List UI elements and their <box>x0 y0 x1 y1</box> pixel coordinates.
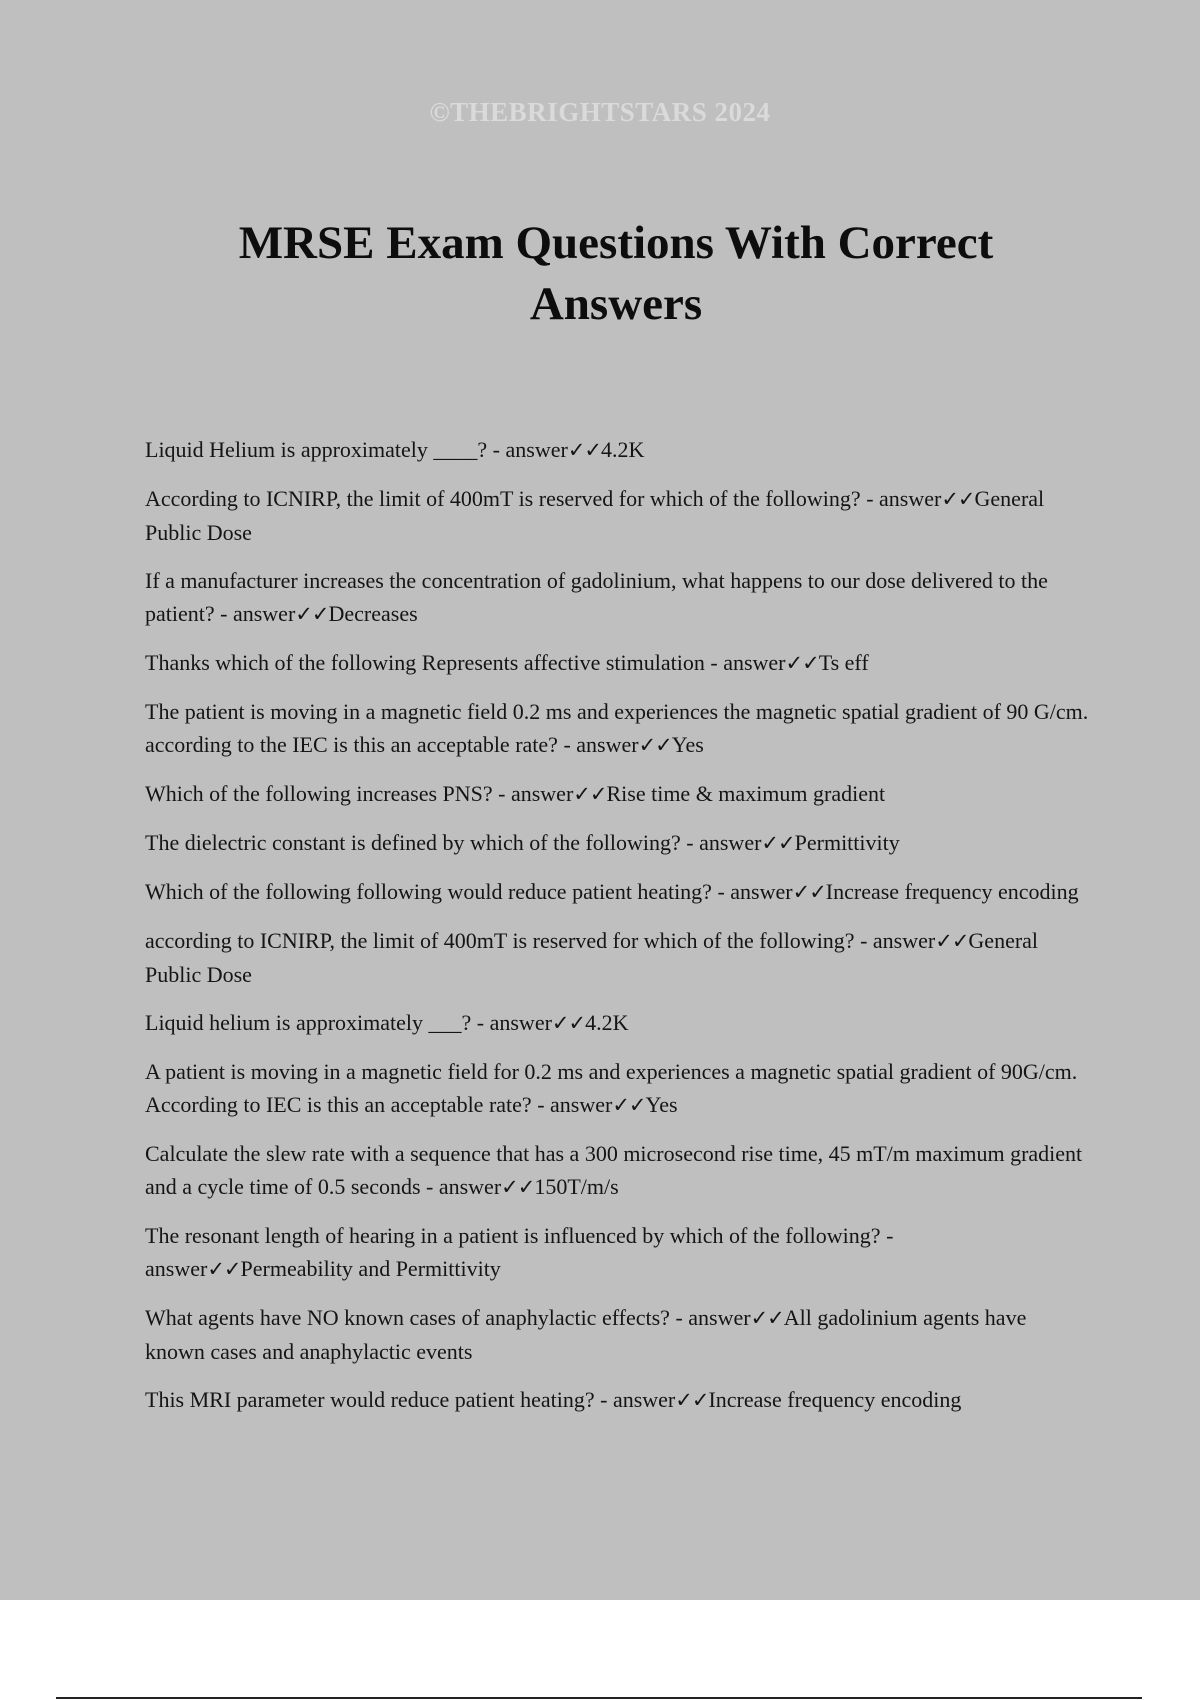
answer-separator: - <box>557 732 577 757</box>
question-text: The resonant length of hearing in a patient is influenced by which of the following? <box>145 1223 881 1248</box>
answer-label: answer <box>576 732 639 757</box>
answer-label: answer <box>145 1256 208 1281</box>
qa-item <box>145 564 1090 631</box>
question-text: Which of the following following would reduce patient heating? <box>145 879 712 904</box>
answer-text: 4.2K <box>585 1010 629 1035</box>
answer-separator: - <box>531 1092 551 1117</box>
question-text: according to ICNIRP, the limit of 400mT is reserved for which of the following? <box>145 928 855 953</box>
answer-label: answer <box>688 1305 751 1330</box>
question-text: A patient is moving in a magnetic field for 0.2 ms and experiences a magnetic spatial gradient of 90G/cm. According to IEC is this an acceptable rate? <box>145 1059 1078 1117</box>
question-text: Thanks which of the following Represents affective stimulation <box>145 650 705 675</box>
question-text: The dielectric constant is defined by which of the following? <box>145 830 681 855</box>
answer-text: Yes <box>671 732 704 757</box>
qa-item <box>145 1383 1090 1417</box>
qa-item <box>145 433 1090 467</box>
answer-label: answer <box>612 1387 676 1412</box>
answer-label: answer <box>879 486 942 511</box>
answer-text: 150T/m/s <box>534 1174 619 1199</box>
double-check-icon: ✓✓ <box>573 782 607 806</box>
question-text: If a manufacturer increases the concentration of gadolinium, what happens to our dose delivered to the patient? <box>145 568 1048 626</box>
answer-separator: - <box>680 830 700 855</box>
double-check-icon: ✓✓ <box>761 831 795 855</box>
answer-label: answer <box>438 1174 502 1199</box>
answer-label: answer <box>730 879 793 904</box>
answer-text: Rise time & maximum gradient <box>606 781 886 806</box>
answer-text: Permeability and Permittivity <box>240 1256 501 1281</box>
qa-item <box>145 777 1090 811</box>
question-text: Liquid Helium is approximately ____? <box>145 437 488 462</box>
answer-separator: - <box>420 1174 439 1199</box>
double-check-icon: ✓✓ <box>567 438 602 462</box>
answer-text: General Public Dose <box>145 486 1045 545</box>
double-check-icon: ✓✓ <box>675 1388 709 1412</box>
qa-item <box>145 1006 1090 1040</box>
page-title: MRSE Exam Questions With Correct Answers <box>238 217 994 330</box>
answer-label: answer <box>510 781 574 806</box>
qa-item <box>145 1301 1090 1368</box>
answer-text: Permittivity <box>794 830 900 855</box>
question-text: According to ICNIRP, the limit of 400mT is reserved for which of the following? <box>145 486 861 511</box>
answer-label: answer <box>232 601 296 626</box>
double-check-icon: ✓✓ <box>295 602 329 626</box>
answer-label: answer <box>489 1010 552 1035</box>
answer-label: answer <box>550 1092 613 1117</box>
double-check-icon: ✓✓ <box>551 1011 586 1035</box>
answer-separator: - <box>669 1305 689 1330</box>
qa-item <box>145 875 1090 909</box>
answer-separator: - <box>880 1223 894 1248</box>
double-check-icon: ✓✓ <box>750 1306 784 1330</box>
question-text: Calculate the slew rate with a sequence that has a 300 microsecond rise time, 45 mT/m maximum gradient and a cycle time of 0.5 seconds <box>145 1141 1083 1199</box>
question-text: The patient is moving in a magnetic field 0.2 ms and experiences the magnetic spatial gradient of 90 G/cm. according to the IEC is this an acceptable rate? <box>145 699 1089 757</box>
answer-separator: - <box>214 601 233 626</box>
qa-item <box>145 1055 1090 1122</box>
double-check-icon: ✓✓ <box>501 1175 535 1199</box>
answer-separator: - <box>860 486 880 511</box>
answer-separator: - <box>492 781 511 806</box>
answer-text: Ts eff <box>818 650 869 675</box>
answer-label: answer <box>723 650 786 675</box>
question-text: Which of the following increases PNS? <box>145 781 493 806</box>
qa-item <box>145 1137 1090 1204</box>
double-check-icon: ✓✓ <box>792 880 826 904</box>
qa-list <box>145 433 1090 1432</box>
answer-text: 4.2K <box>601 437 645 462</box>
qa-item <box>145 1219 1090 1286</box>
answer-separator: - <box>704 650 724 675</box>
double-check-icon: ✓✓ <box>935 929 969 953</box>
answer-separator: - <box>487 437 506 462</box>
watermark: ©THEBRIGHTSTARS 2024 <box>429 97 771 127</box>
answer-separator: - <box>711 879 731 904</box>
double-check-icon: ✓✓ <box>941 487 975 511</box>
answer-separator: - <box>594 1387 613 1412</box>
qa-item <box>145 924 1090 991</box>
double-check-icon: ✓✓ <box>207 1257 241 1281</box>
double-check-icon: ✓✓ <box>785 651 819 675</box>
answer-text: Increase frequency encoding <box>825 879 1079 904</box>
answer-label: answer <box>872 928 936 953</box>
answer-text: Yes <box>645 1092 678 1117</box>
answer-text: All gadolinium agents have known cases and anaphylactic events <box>145 1305 1027 1364</box>
answer-label: answer <box>505 437 568 462</box>
question-text: Liquid helium is approximately ___? <box>145 1010 472 1035</box>
qa-item <box>145 695 1090 762</box>
footer-divider <box>56 1697 1142 1699</box>
answer-text: Decreases <box>328 601 418 626</box>
double-check-icon: ✓✓ <box>638 733 672 757</box>
qa-item <box>145 646 1090 680</box>
answer-separator: - <box>471 1010 490 1035</box>
answer-label: answer <box>699 830 762 855</box>
question-text: This MRI parameter would reduce patient heating? <box>145 1387 595 1412</box>
double-check-icon: ✓✓ <box>612 1093 646 1117</box>
answer-separator: - <box>854 928 873 953</box>
qa-item <box>145 482 1090 549</box>
qa-item <box>145 826 1090 860</box>
answer-text: General Public Dose <box>145 928 1039 987</box>
answer-text: Increase frequency encoding <box>708 1387 962 1412</box>
question-text: What agents have NO known cases of anaphylactic effects? <box>145 1305 670 1330</box>
